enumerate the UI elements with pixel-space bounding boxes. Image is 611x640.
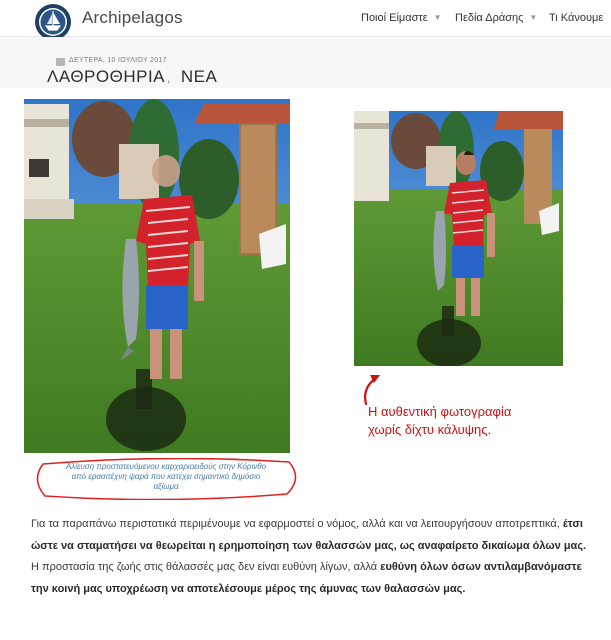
nav-item-label: Πεδία Δράσης bbox=[455, 12, 524, 24]
caption-line: Αλίευση προστατευόμενου καρχαριοειδούς στην Κόρινθο bbox=[65, 462, 267, 471]
photo-with-net-cover[interactable] bbox=[24, 99, 290, 453]
photo-caption-text bbox=[41, 462, 291, 492]
caption-line: από ερασιτέχνη ψαρά που κατέχει σημαντικό δημόσιο bbox=[71, 472, 261, 481]
post-categories bbox=[47, 67, 217, 87]
annotation-line: Η αυθεντική φωτογραφία bbox=[368, 404, 512, 419]
article-paragraph bbox=[31, 514, 591, 600]
post-date: ΔΕΥΤΕΡΑ, 10 ΙΟΥΛΙΟΥ 2017 bbox=[69, 57, 167, 64]
caption-line: αξίωμα bbox=[153, 482, 179, 491]
original-photo-annotation bbox=[368, 403, 511, 439]
nav-item-label: Τι Κάνουμε bbox=[549, 12, 604, 24]
paragraph-text: Για τα παραπάνω περιστατικά περιμένουμε να εφαρμοστεί ο νόμος, αλλά και να λειτουργήσουν αποτρεπτικά, bbox=[31, 518, 563, 530]
category-separator: , bbox=[167, 71, 171, 85]
red-arrow-icon bbox=[358, 370, 388, 406]
chevron-down-icon: ▼ bbox=[433, 13, 442, 22]
annotation-line: χωρίς δίχτυ κάλυψης. bbox=[368, 422, 492, 437]
chevron-down-icon: ▼ bbox=[529, 13, 538, 22]
paragraph-bold-text: έτσι ώστε να σταματήσει να θεωρείται η ερημοποίηση των θαλασσών μας, ως αναφαίρετο δικαίωμα όλων μας. bbox=[31, 518, 587, 552]
nav-item-label: Ποιοί Είμαστε bbox=[361, 12, 428, 24]
top-navigation-bar bbox=[0, 0, 611, 37]
calendar-icon bbox=[56, 58, 65, 66]
paragraph-text: Η προστασία της ζωής στις θάλασσές μας δεν είναι ευθύνη λίγων, αλλά bbox=[31, 561, 381, 573]
site-title[interactable]: Archipelagos bbox=[82, 8, 183, 27]
nav-item-who-we-are[interactable] bbox=[361, 12, 442, 24]
photo-caption-box bbox=[31, 458, 301, 500]
category-link-nea[interactable]: ΝΕΑ bbox=[180, 67, 218, 86]
original-photo[interactable] bbox=[354, 111, 563, 366]
nav-item-what-we-do[interactable] bbox=[549, 12, 603, 24]
category-link-lathrothiria[interactable]: ΛΑΘΡΟΘΗΡΙΑ bbox=[47, 67, 166, 86]
archipelagos-logo[interactable] bbox=[34, 3, 72, 41]
paragraph-bold-text: ευθύνη όλων όσων αντιλαμβανόμαστε την κοινή μας υποχρέωση να αποτελέσουμε μέρος της άμυνας των θαλασσών μας. bbox=[31, 561, 582, 595]
nav-item-fields-of-action[interactable] bbox=[455, 12, 537, 24]
